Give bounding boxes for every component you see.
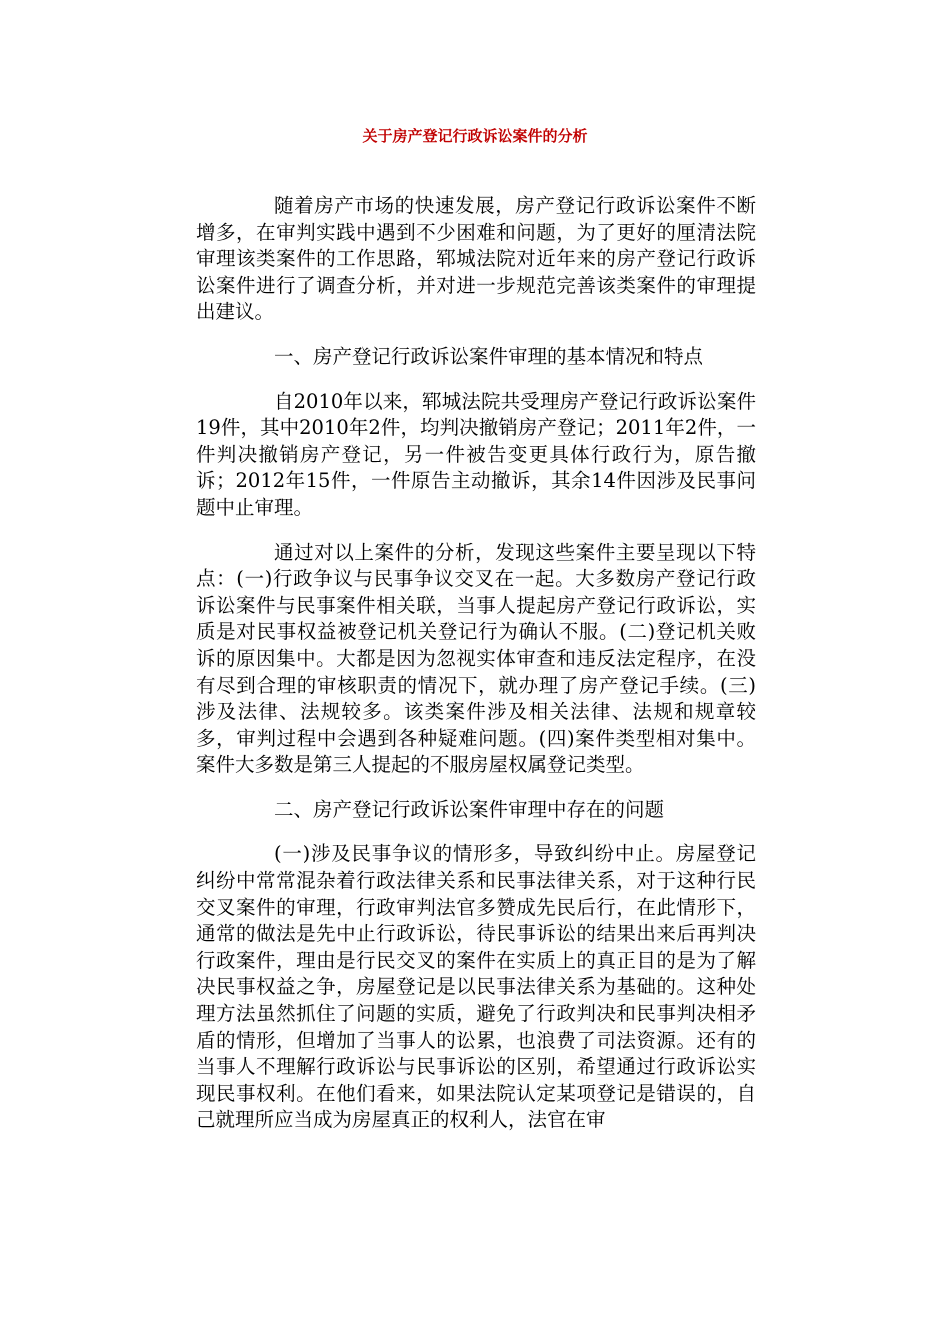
paragraph-features: 通过对以上案件的分析，发现这些案件主要呈现以下特点：(一)行政争议与民事争议交叉在一起。大多数房产登记行政诉讼案件与民事案件相关联，当事人提起房产登记行政诉讼，实质是对民事权益被登记机关登记行为确认不服。(二)登记机关败诉的原因集中。大都是因为忽视实体审查和违反法定程序，在没有尽到合理的审核职责的情况下，就办理了房产登记手续。(三)涉及法律、法规较多。该类案件涉及相关法律、法规和规章较多，审判过程中会遇到各种疑难问题。(四)案件类型相对集中。案件大多数是第三人提起的不服房屋权属登记类型。: [196, 540, 756, 777]
section-heading-2: 二、房产登记行政诉讼案件审理中存在的问题: [274, 797, 665, 821]
paragraph-problems: (一)涉及民事争议的情形多，导致纠纷中止。房屋登记纠纷中常常混杂着行政法律关系和民事法律关系，对于这种行民交叉案件的审理，行政审判法官多赞成先民后行，在此情形下，通常的做法是先中止行政诉讼，待民事诉讼的结果出来后再判决行政案件，理由是行民交叉的案件在实质上的真正目的是为了解决民事权益之争，房屋登记是以民事法律关系为基础的。这种处理方法虽然抓住了问题的实质，避免了行政判决和民事判决相矛盾的情形，但增加了当事人的讼累，也浪费了司法资源。还有的当事人不理解行政诉讼与民事诉讼的区别，希望通过行政诉讼实现民事权利。在他们看来，如果法院认定某项登记是错误的，自己就理所应当成为房屋真正的权利人，法官在审: [196, 842, 756, 1132]
paragraph-case-stats: 自2010年以来，郓城法院共受理房产登记行政诉讼案件19件，其中2010年2件，均判决撤销房产登记；2011年2件，一件判决撤销房产登记，另一件被告变更具体行政行为，原告撤诉；2012年15件，一件原告主动撤诉，其余14件因涉及民事问题中止审理。: [196, 389, 756, 519]
section-heading-1: 一、房产登记行政诉讼案件审理的基本情况和特点: [274, 344, 704, 368]
document-body: [196, 193, 756, 1152]
document-title: 关于房产登记行政诉讼案件的分析: [362, 127, 588, 145]
paragraph-intro: 随着房产市场的快速发展，房产登记行政诉讼案件不断增多，在审判实践中遇到不少困难和问题，为了更好的厘清法院审理该类案件的工作思路，郓城法院对近年来的房产登记行政诉讼案件进行了调查分析，并对进一步规范完善该类案件的审理提出建议。: [196, 194, 756, 324]
